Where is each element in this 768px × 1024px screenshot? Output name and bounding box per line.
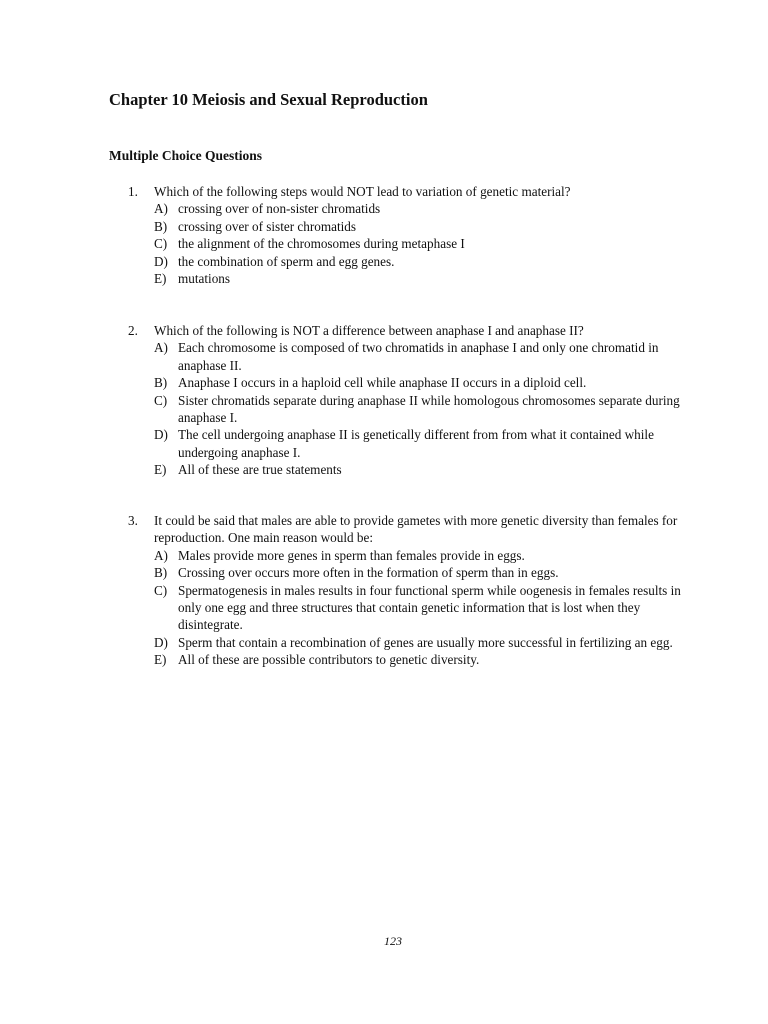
answer-option-b <box>109 218 689 235</box>
question-text: Which of the following steps would NOT lead to variation of genetic material? <box>154 184 571 199</box>
option-letter: D) <box>154 253 168 269</box>
question-number: 2. <box>128 323 138 338</box>
answer-option-a <box>109 339 689 374</box>
answer-option-d <box>109 253 689 270</box>
option-letter: A) <box>154 201 168 217</box>
option-text: Sister chromatids separate during anaphase II while homologous chromosomes separate during anaphase I. <box>178 392 680 426</box>
question-text: Which of the following is NOT a difference between anaphase I and anaphase II? <box>154 323 584 338</box>
page-number: 123 <box>384 934 402 948</box>
option-letter: D) <box>154 634 168 650</box>
option-text: The cell undergoing anaphase II is genetically different from from what it contained while undergoing anaphase I. <box>178 427 654 460</box>
option-letter: C) <box>154 392 168 408</box>
option-letter: B) <box>154 218 168 234</box>
question-number: 3. <box>128 513 138 528</box>
option-text: mutations <box>178 271 231 287</box>
answer-option-d <box>109 634 689 651</box>
option-text: All of these are possible contributors to genetic diversity. <box>178 652 480 668</box>
option-text: crossing over of non-sister chromatids <box>178 201 381 217</box>
chapter-title: Chapter 10 Meiosis and Sexual Reproduction <box>109 90 428 109</box>
answer-options <box>109 200 689 287</box>
option-text: Spermatogenesis in males results in four functional sperm while oogenesis in females results in only one egg and three structures that contain genetic information that is lost when they disintegrate. <box>178 582 681 633</box>
answer-option-e <box>109 461 689 478</box>
answer-option-e <box>109 270 689 287</box>
option-letter: A) <box>154 340 168 356</box>
option-letter: E) <box>154 652 167 668</box>
option-text: the alignment of the chromosomes during metaphase I <box>178 236 465 252</box>
option-letter: C) <box>154 582 168 598</box>
option-text: Sperm that contain a recombination of genes are usually more successful in fertilizing an egg. <box>178 634 673 650</box>
question-stem <box>109 322 689 339</box>
option-letter: D) <box>154 427 168 443</box>
answer-option-e <box>109 651 689 668</box>
question-stem <box>109 512 689 547</box>
question-number: 1. <box>128 184 138 199</box>
option-letter: B) <box>154 565 168 581</box>
option-text: Each chromosome is composed of two chromatids in anaphase I and only one chromatid in anaphase II. <box>178 340 659 373</box>
option-letter: E) <box>154 271 167 287</box>
question-1 <box>109 183 689 287</box>
option-text: Crossing over occurs more often in the formation of sperm than in eggs. <box>178 565 559 581</box>
question-2 <box>109 322 689 479</box>
answer-option-c <box>109 582 689 634</box>
answer-option-a <box>109 547 689 564</box>
answer-options <box>109 547 689 669</box>
answer-option-a <box>109 200 689 217</box>
option-letter: B) <box>154 375 168 391</box>
option-text: Anaphase I occurs in a haploid cell while anaphase II occurs in a diploid cell. <box>178 375 587 391</box>
answer-options <box>109 339 689 478</box>
question-stem <box>109 183 689 200</box>
option-text: crossing over of sister chromatids <box>178 218 356 234</box>
answer-option-b <box>109 374 689 391</box>
answer-option-b <box>109 564 689 581</box>
answer-option-c <box>109 392 689 427</box>
section-heading: Multiple Choice Questions <box>109 148 263 163</box>
option-letter: A) <box>154 547 168 563</box>
answer-option-c <box>109 235 689 252</box>
question-text: It could be said that males are able to provide gametes with more genetic diversity than females for reproduction. One main reason would be: <box>154 513 678 546</box>
option-text: the combination of sperm and egg genes. <box>178 253 395 269</box>
option-text: All of these are true statements <box>178 462 342 478</box>
option-text: Males provide more genes in sperm than females provide in eggs. <box>178 547 525 563</box>
option-letter: C) <box>154 236 168 252</box>
option-letter: E) <box>154 462 167 478</box>
question-3 <box>109 512 689 669</box>
answer-option-d <box>109 426 689 461</box>
